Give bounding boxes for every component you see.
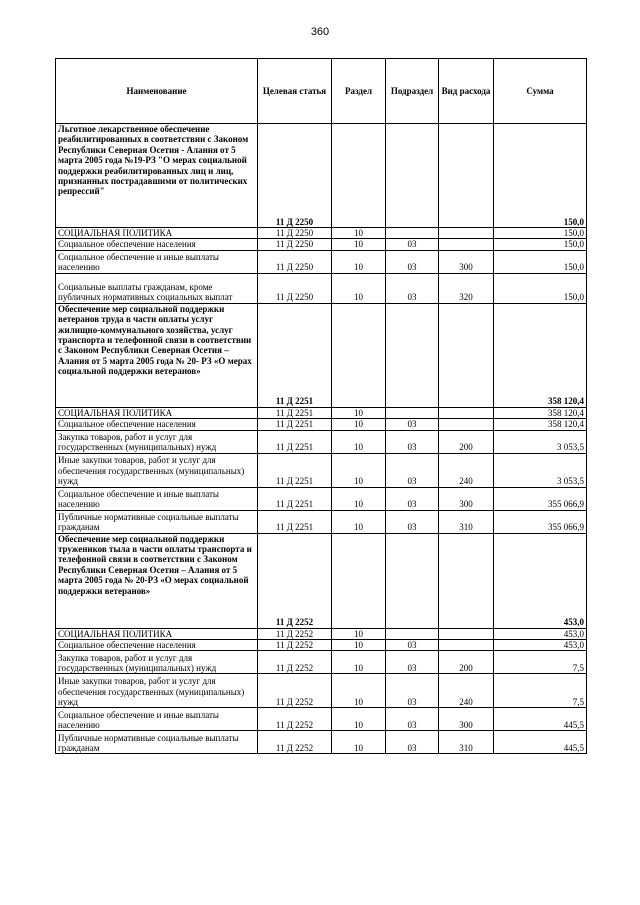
cell-name: Льготное лекарственное обеспечение реабилитированных в соответствии с Законом Республики Северная Осетия - Алания от 5 марта 2005 года №19-РЗ "О мерах социальной поддержки реабилитированных лиц и лиц, признанных пострадавшими от политических репрессий"	[56, 124, 258, 228]
cell-section: 10	[332, 674, 386, 708]
cell-section: 10	[332, 708, 386, 731]
cell-amount: 453,0	[494, 628, 587, 639]
cell-target-item: 11 Д 2250	[258, 239, 332, 250]
table-row	[56, 708, 587, 731]
cell-target-item: 11 Д 2252	[258, 731, 332, 754]
cell-amount: 453,0	[494, 640, 587, 651]
cell-subsection: 03	[386, 430, 439, 453]
cell-subsection: 03	[386, 273, 439, 303]
cell-name: Социальное обеспечение населения	[56, 640, 258, 651]
cell-subsection	[386, 407, 439, 418]
table-row	[56, 674, 587, 708]
cell-subsection	[386, 628, 439, 639]
table-row	[56, 510, 587, 533]
cell-subsection	[386, 303, 439, 407]
cell-expense-type: 240	[439, 453, 494, 487]
cell-name: Закупка товаров, работ и услуг для государственных (муниципальных) нужд	[56, 651, 258, 674]
cell-subsection	[386, 533, 439, 628]
cell-section: 10	[332, 651, 386, 674]
cell-subsection: 03	[386, 731, 439, 754]
cell-name: Социальное обеспечение населения	[56, 419, 258, 430]
cell-expense-type	[439, 239, 494, 250]
table-row	[56, 303, 587, 407]
table-row	[56, 419, 587, 430]
cell-target-item: 11 Д 2252	[258, 640, 332, 651]
cell-name: СОЦИАЛЬНАЯ ПОЛИТИКА	[56, 628, 258, 639]
cell-section: 10	[332, 239, 386, 250]
header-subsection: Подраздел	[386, 59, 439, 124]
table-row	[56, 533, 587, 628]
cell-expense-type: 200	[439, 651, 494, 674]
cell-section: 10	[332, 273, 386, 303]
cell-name: Обеспечение мер социальной поддержки ветеранов труда в части оплаты услуг жилищно-коммунального хозяйства, услуг транспорта и телефонной связи в соответствии с Законом Республики Северная Осетия – Алания от 5 марта 2005 года № 20- РЗ «О мерах социальной поддержки ветеранов»	[56, 303, 258, 407]
cell-amount: 150,0	[494, 228, 587, 239]
cell-expense-type: 300	[439, 250, 494, 273]
cell-section: 10	[332, 407, 386, 418]
cell-target-item: 11 Д 2251	[258, 303, 332, 407]
table-row	[56, 731, 587, 754]
table-row	[56, 430, 587, 453]
cell-expense-type	[439, 419, 494, 430]
cell-expense-type	[439, 533, 494, 628]
cell-subsection: 03	[386, 453, 439, 487]
cell-amount: 445,5	[494, 731, 587, 754]
header-name: Наименование	[56, 59, 258, 124]
table-row	[56, 628, 587, 639]
cell-target-item: 11 Д 2250	[258, 250, 332, 273]
page-number: 360	[310, 26, 330, 38]
cell-amount: 7,5	[494, 674, 587, 708]
table-row	[56, 407, 587, 418]
cell-target-item: 11 Д 2250	[258, 124, 332, 228]
cell-name: Иные закупки товаров, работ и услуг для обеспечения государственных (муниципальных) нужд	[56, 453, 258, 487]
cell-subsection: 03	[386, 640, 439, 651]
table-row	[56, 124, 587, 228]
cell-subsection	[386, 228, 439, 239]
cell-section: 10	[332, 487, 386, 510]
cell-amount: 3 053,5	[494, 453, 587, 487]
cell-section: 10	[332, 510, 386, 533]
header-section: Раздел	[332, 59, 386, 124]
cell-expense-type	[439, 124, 494, 228]
cell-amount: 355 066,9	[494, 510, 587, 533]
header-expense-type: Вид расхода	[439, 59, 494, 124]
table-row	[56, 239, 587, 250]
cell-amount: 358 120,4	[494, 419, 587, 430]
table-row	[56, 640, 587, 651]
cell-target-item: 11 Д 2252	[258, 533, 332, 628]
cell-section: 10	[332, 419, 386, 430]
cell-amount: 445,5	[494, 708, 587, 731]
cell-target-item: 11 Д 2251	[258, 453, 332, 487]
cell-expense-type	[439, 628, 494, 639]
cell-section	[332, 303, 386, 407]
cell-section: 10	[332, 453, 386, 487]
cell-subsection	[386, 124, 439, 228]
cell-expense-type	[439, 303, 494, 407]
cell-expense-type	[439, 228, 494, 239]
cell-target-item: 11 Д 2251	[258, 510, 332, 533]
table-row	[56, 487, 587, 510]
cell-section: 10	[332, 228, 386, 239]
cell-target-item: 11 Д 2251	[258, 430, 332, 453]
cell-amount: 150,0	[494, 273, 587, 303]
cell-name: Социальные выплаты гражданам, кроме публичных нормативных социальных выплат	[56, 273, 258, 303]
header-target-item: Целевая статья	[258, 59, 332, 124]
cell-subsection: 03	[386, 419, 439, 430]
table-row	[56, 453, 587, 487]
table-row	[56, 651, 587, 674]
cell-amount: 453,0	[494, 533, 587, 628]
cell-section	[332, 533, 386, 628]
cell-section: 10	[332, 628, 386, 639]
cell-name: Социальное обеспечение населения	[56, 239, 258, 250]
cell-amount: 358 120,4	[494, 407, 587, 418]
cell-amount: 358 120,4	[494, 303, 587, 407]
cell-expense-type: 320	[439, 273, 494, 303]
cell-target-item: 11 Д 2251	[258, 487, 332, 510]
header-amount: Сумма	[494, 59, 587, 124]
cell-subsection: 03	[386, 674, 439, 708]
cell-name: Публичные нормативные социальные выплаты гражданам	[56, 510, 258, 533]
cell-target-item: 11 Д 2252	[258, 674, 332, 708]
cell-amount: 3 053,5	[494, 430, 587, 453]
cell-name: Публичные нормативные социальные выплаты гражданам	[56, 731, 258, 754]
cell-target-item: 11 Д 2252	[258, 628, 332, 639]
cell-name: Социальное обеспечение и иные выплаты населению	[56, 250, 258, 273]
cell-subsection: 03	[386, 708, 439, 731]
budget-table	[55, 58, 587, 754]
table-row	[56, 228, 587, 239]
cell-expense-type	[439, 640, 494, 651]
cell-expense-type: 240	[439, 674, 494, 708]
cell-expense-type: 310	[439, 731, 494, 754]
cell-name: Обеспечение мер социальной поддержки тружеников тыла в части оплаты транспорта и телефонной связи в соответствии с Законом Республики Северная Осетия – Алания от 5 марта 2005 года № 20-РЗ «О мерах социальной поддержки ветеранов»	[56, 533, 258, 628]
cell-section: 10	[332, 731, 386, 754]
cell-expense-type: 310	[439, 510, 494, 533]
table-row	[56, 273, 587, 303]
cell-subsection: 03	[386, 239, 439, 250]
cell-amount: 150,0	[494, 124, 587, 228]
cell-amount: 7,5	[494, 651, 587, 674]
cell-name: СОЦИАЛЬНАЯ ПОЛИТИКА	[56, 228, 258, 239]
cell-subsection: 03	[386, 510, 439, 533]
cell-subsection: 03	[386, 487, 439, 510]
table-header-row	[56, 59, 587, 124]
cell-subsection: 03	[386, 651, 439, 674]
cell-target-item: 11 Д 2252	[258, 651, 332, 674]
cell-name: Социальное обеспечение и иные выплаты населению	[56, 487, 258, 510]
cell-subsection: 03	[386, 250, 439, 273]
cell-section: 10	[332, 640, 386, 651]
cell-target-item: 11 Д 2251	[258, 407, 332, 418]
cell-name: Закупка товаров, работ и услуг для государственных (муниципальных) нужд	[56, 430, 258, 453]
cell-expense-type: 300	[439, 708, 494, 731]
cell-section: 10	[332, 250, 386, 273]
cell-target-item: 11 Д 2251	[258, 419, 332, 430]
cell-amount: 150,0	[494, 250, 587, 273]
cell-section: 10	[332, 430, 386, 453]
cell-target-item: 11 Д 2250	[258, 273, 332, 303]
cell-section	[332, 124, 386, 228]
cell-target-item: 11 Д 2252	[258, 708, 332, 731]
cell-name: Иные закупки товаров, работ и услуг для обеспечения государственных (муниципальных) нужд	[56, 674, 258, 708]
cell-name: Социальное обеспечение и иные выплаты населению	[56, 708, 258, 731]
cell-expense-type: 300	[439, 487, 494, 510]
cell-expense-type: 200	[439, 430, 494, 453]
cell-amount: 150,0	[494, 239, 587, 250]
cell-target-item: 11 Д 2250	[258, 228, 332, 239]
cell-name: СОЦИАЛЬНАЯ ПОЛИТИКА	[56, 407, 258, 418]
cell-amount: 355 066,9	[494, 487, 587, 510]
table-row	[56, 250, 587, 273]
cell-expense-type	[439, 407, 494, 418]
